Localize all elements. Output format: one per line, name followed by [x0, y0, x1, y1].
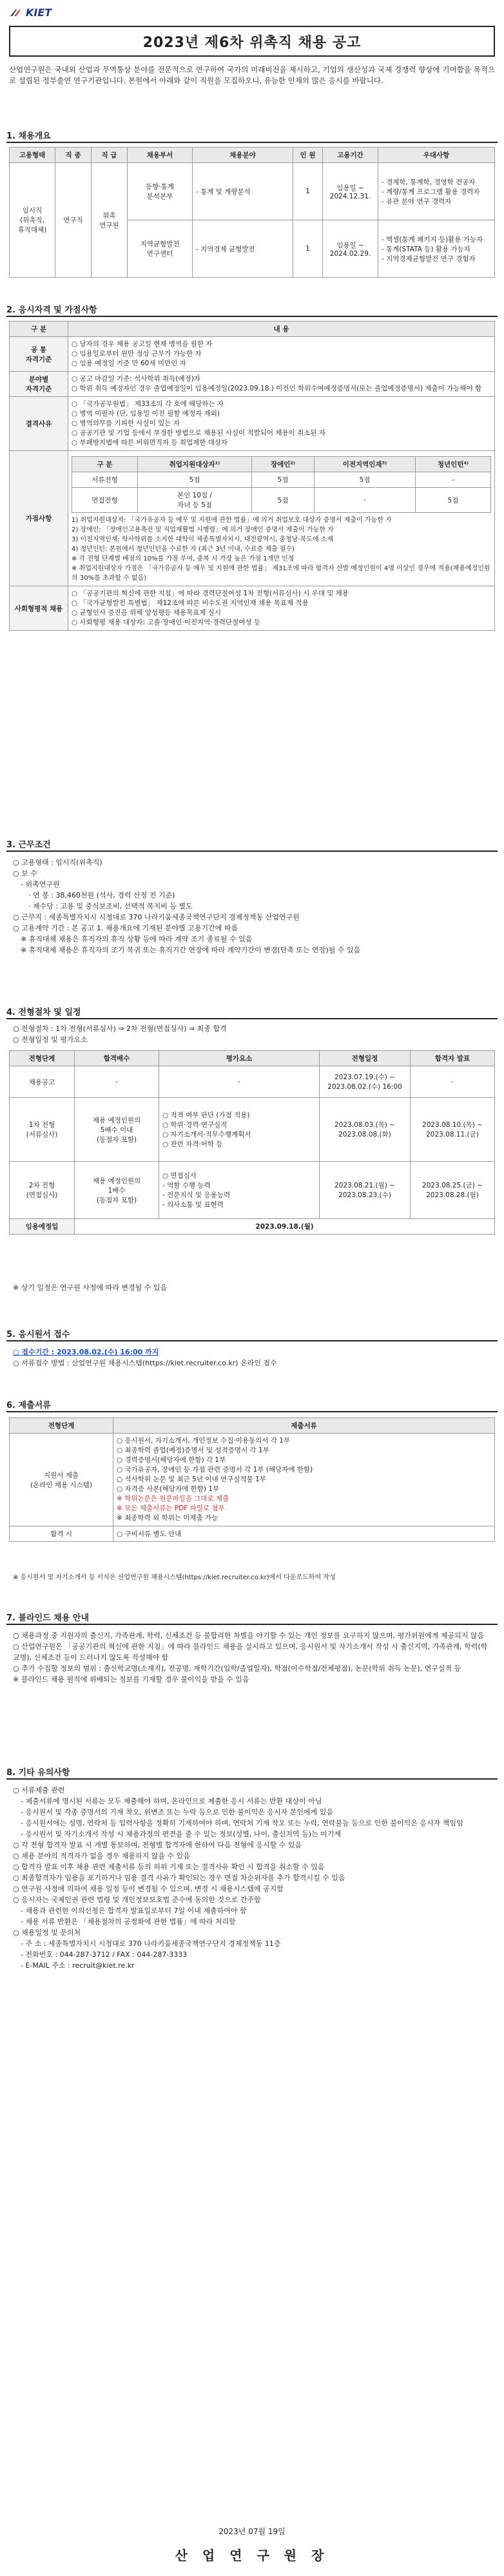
note-line: ○ 응시자는 국제인권 관련 법령 및 개인정보보호법 준수에 동의한 것으로 간주함: [13, 1896, 261, 1904]
table-row: [10, 397, 495, 451]
th-eval: 평가요소: [159, 1051, 320, 1066]
overview-table: [9, 147, 495, 278]
cell-ratio: -: [75, 1066, 159, 1098]
documents-note: ※ 응시원서 및 자기소개서 등 서식은 산업연구원 채용시스템(https://kiet.recruiter.co.kr)에서 다운로드하여 작성: [13, 1574, 336, 1581]
section-divider: [6, 851, 498, 852]
cell-count: 1: [293, 220, 323, 278]
row-content: [68, 586, 495, 631]
cell-period: 임용일 ~ 2024.12.31.: [323, 163, 378, 220]
note-item: 3) 이전지역인재: 학사학위를 소지한 대학이 세종특별자치시, 대전광역시, 충청남·북도에 소재: [72, 536, 334, 543]
row-content: [68, 372, 495, 397]
blind-line: ○ 산업연구원은 「공공기관의 혁신에 관한 지침」에 따라 블라인드 채용을 실시하고 있으며, 응시원서 및 자기소개서 작성 시 출신지역, 가족관계, 학력(학교명), 신체조건 등이 드러나지 않도록 작성해야 함: [13, 1642, 488, 1662]
th-category: 구 분: [10, 322, 68, 337]
cell-doc-list: ○ 구비서류 별도 안내: [113, 1526, 495, 1542]
section-8-heading: 8. 기타 유의사항: [6, 1768, 70, 1778]
note-line: - 채용 서류 반환은 「채용절차의 공정화에 관한 법률」에 따라 처리함: [21, 1918, 236, 1926]
section-5-heading: 5. 응시원서 접수: [6, 1330, 70, 1340]
table-row: [10, 586, 495, 631]
list-item: ○ 병역 미필자 (단, 임용일 이전 필할 예정자 제외): [72, 410, 220, 418]
table-row: [10, 1162, 495, 1219]
note-line: ○ 채용 분야의 적격자가 없을 경우 채용하지 않을 수 있음: [13, 1852, 190, 1860]
list-item: ○ 남자의 경우 채용 공고일 현재 병역을 필한 자: [72, 340, 213, 348]
th-employment-type: 고용형태: [10, 148, 55, 163]
list-item: ○ 균형인사 증진을 위해 양성평등 채용목표제 실시: [72, 609, 222, 617]
condition-line: ※ 휴직대체 채용은 휴직자의 조기 복귀 또는 휴직기간 연장에 따라 계약기간이 변경(단축 또는 연장)될 수 있음: [21, 946, 361, 954]
th-doc-stage: 전형단계: [10, 1418, 113, 1434]
section-divider: [6, 316, 498, 317]
cell-stage: 1차 전형 (서류심사): [10, 1098, 75, 1162]
title-box: [9, 26, 495, 57]
bonus-cell: 5점: [252, 488, 315, 513]
section-3-heading: 3. 근무조건: [6, 840, 51, 850]
cell-field: - 통계 및 계량분석: [193, 163, 293, 220]
table-row: [10, 451, 495, 586]
cell-doc-stage: 지원서 제출 (온라인 채용 시스템): [10, 1434, 113, 1526]
table-header-row: [10, 1418, 495, 1434]
cell-schedule: 2023.08.21.(월) ~ 2023.08.23.(수): [320, 1162, 411, 1219]
table-header-row: [10, 322, 495, 337]
note-line: ○ 채용일정 및 문의처: [13, 1928, 81, 1937]
cell-ratio: 채용 예정인원의 5배수 이내 (동점자 포함): [75, 1098, 159, 1162]
th-ratio: 합격배수: [75, 1051, 159, 1066]
th-bonus: 취업지원대상자¹⁾: [137, 457, 251, 472]
section-6-heading: 6. 제출서류: [6, 1401, 51, 1410]
cell-dept: 동향·통계 분석본부: [128, 163, 193, 220]
th-job-type: 직 종: [55, 148, 92, 163]
table-row: [10, 1066, 495, 1098]
note-line: - 응시원서 및 각종 증명서의 기재 착오, 위변조 또는 누락 등으로 인한 불이익은 응시자 본인에게 있음: [21, 1808, 333, 1816]
row-label: 가점사항: [10, 451, 68, 586]
cell-eval: ○ 적격 여부 판단 (가점 적용) ○ 학위·경력·연구실적 ○ 자기소개서·직무수행계획서 ○ 관련 자격·어학 등: [159, 1098, 320, 1162]
cell-period: 임용일 ~ 2024.02.29.: [323, 220, 378, 278]
row-content: [68, 397, 495, 451]
kiet-logo: [9, 6, 52, 19]
note-line: ○ 연구원 사정에 의하여 채용 일정 등이 변경될 수 있으며, 변경 시 채용시스템에 공지함: [13, 1885, 284, 1893]
bonus-cell: 5점: [314, 472, 415, 488]
list-item: ○ 자격증 사본(해당자에 한함) 1부: [117, 1485, 220, 1493]
list-item: ※ 학위논문은 원문파일을 그대로 제출: [117, 1495, 229, 1503]
section-divider: [6, 1018, 498, 1019]
cell-doc-stage: 합격 시: [10, 1526, 113, 1542]
work-conditions: [13, 857, 493, 956]
th-schedule: 전형일정: [320, 1051, 411, 1066]
th-bonus: 장애인²⁾: [252, 457, 315, 472]
contact-address: - 주 소 : 세종특별자치시 시청대로 370 나라키움세종국책연구단지 경제정책동 11층: [21, 1939, 281, 1948]
bonus-cell: 본인 10점 / 자녀 등 5점: [137, 488, 251, 513]
section-divider: [6, 1778, 498, 1780]
kiet-logo-icon: [9, 8, 23, 17]
row-label: 분야별 자격기준: [10, 372, 68, 397]
cell-pref: - 경제학, 통계학, 경영학 전공자 - 계량/통계 프로그램 활용 경력자 - 유관 분야 연구 경력자: [378, 163, 495, 220]
list-item: ○ 임용일로부터 원만 정상 근무가 가능한 자: [72, 350, 202, 358]
section-7-heading: 7. 블라인드 채용 안내: [6, 1613, 90, 1623]
table-row: [10, 1219, 495, 1235]
procedure-line: ○ 전형절차 : 1차 전형(서류심사) ⇒ 2차 전형(면접심사) ⇒ 최종 합격: [13, 1024, 227, 1033]
section-2-heading: 2. 응시자격 및 가점사항: [6, 305, 97, 315]
documents-table: [9, 1418, 495, 1542]
section-divider: [6, 142, 498, 143]
contact-phone: - 전화번호 : 044-287-3712 / FAX : 044-287-3333: [21, 1950, 188, 1959]
schedule-note: ※ 상기 일정은 연구원 사정에 따라 변경될 수 있음: [13, 1283, 168, 1292]
signature: 산 업 연 구 원 장: [175, 2548, 329, 2563]
note-line: ○ 각 전형 합격자 발표 시 개별 통보하며, 전형별 합격자에 한하여 다음 전형에 응시할 수 있음: [13, 1841, 302, 1849]
list-item: ○ 병역의무를 기피한 사실이 있는 자: [72, 419, 180, 427]
note-line: - 응시원서 및 자기소개서 작성 시 채용과정의 편견을 줄 수 있는 정보(성별, 나이, 출신지역 등)는 미기재: [21, 1830, 342, 1838]
note-line: - 응시원서에는 성명, 연락처 등 입력사항을 정확히 기재하여야 하며, 연락처 기재 착오 또는 누락, 연락불능 등으로 인한 불이익은 응시자 책임임: [21, 1819, 463, 1827]
bonus-cell: 5점: [137, 472, 251, 488]
blind-line: ○ 채용과정 중 지원자의 출신지, 가족관계, 학력, 신체조건 등 불합리한 차별을 야기할 수 있는 개인 정보를 요구하지 않으며, 평가위원에게 제공되지 않음: [13, 1631, 485, 1640]
th-content: 내 용: [68, 322, 495, 337]
list-item: ○ 「공공기관의 혁신에 관한 지침」에 따라 경력단절여성 1차 전형(서류심사) 시 우대 및 채용: [72, 590, 349, 597]
condition-line: · 제수당 : 고용 및 중식보조비, 선택적 복지비 등 별도: [28, 902, 193, 910]
cell-kind: 연구직: [55, 163, 92, 278]
note-line: ○ 서류제출 관련: [13, 1786, 65, 1794]
cell-doc-list: [113, 1434, 495, 1526]
section-1-heading: 1. 채용개요: [6, 131, 51, 141]
list-item: ○ 석사학위 논문 및 최근 5년 이내 연구실적물 1부: [117, 1475, 266, 1483]
list-item: ○ 응시원서, 자기소개서, 개인정보 수집·이용동의서 각 1부: [117, 1437, 291, 1445]
note-item: 1) 취업지원대상자: 「국가유공자 등 예우 및 지원에 관한 법률」에 의거 취업보호 대상자 증명서 제출이 가능한 자: [72, 517, 392, 524]
condition-line: - 위촉연구원: [21, 880, 60, 889]
th-doc-list: 제출서류: [113, 1418, 495, 1434]
condition-line: ○ 근무지 : 세종특별자치시 시청대로 370 나라키움세종국책연구단지 경제정책동 산업연구원: [13, 913, 300, 921]
list-item: ○ 국가유공자, 장애인 등 가점 관련 증명서 각 1부 (해당자에 한함): [117, 1466, 313, 1474]
list-item: ○ 경력증명서(해당자에 한함) 각 1부: [117, 1456, 226, 1464]
list-item: ※ 모든 제출서류는 PDF 파일로 첨부: [117, 1504, 225, 1512]
list-item: ○ 부패방지법에 따른 비위면직자 등 취업제한 대상자: [72, 439, 228, 447]
th-bonus: 청년인턴⁴⁾: [415, 457, 490, 472]
section-divider: [6, 1411, 498, 1412]
cell-pref: - 엑셀(통계 패키지 등)활용 가능자 - 통계(STATA 등) 활용 가능자 - 지역경제균형발전 연구 경험자: [378, 220, 495, 278]
blind-line: ※ 블라인드 채용 원칙에 위배되는 정보를 기재할 경우 불이익을 받을 수 있음: [13, 1675, 249, 1684]
procedure-text: [13, 1023, 493, 1045]
row-content: [68, 337, 495, 372]
logo-text: KIET: [26, 6, 52, 19]
application-info: [13, 1347, 493, 1369]
bonus-table: [72, 456, 491, 513]
table-row: [10, 337, 495, 372]
note-item: 2) 장애인: 「장애인고용촉진 및 직업재활법 시행령」에 의거 장애인 증명서 제출이 가능한 자: [72, 526, 334, 533]
th-announce: 합격자 발표: [411, 1051, 495, 1066]
section-divider: [6, 1624, 498, 1625]
th-count: 인 원: [293, 148, 323, 163]
th-field: 채용분야: [193, 148, 293, 163]
table-header-row: [10, 148, 495, 163]
list-item: ○ 「국가균형발전 특별법」 제12조에 따른 비수도권 지역인재 채용 목표제 적용: [72, 599, 309, 607]
cell-dept: 지역균형발전 연구센터: [128, 220, 193, 278]
table-row: [10, 1526, 495, 1542]
note-item: ※ 취업지원대상자 가점은 「국가유공자 등 예우 및 지원에 관한 법률」 제31조에 따라 합격자 선발 예정인원이 4명 이상인 경우에 적용(채용예정인원의 30%를 초과할 수 없음): [72, 565, 490, 582]
page-title: 2023년 제6차 위촉직 채용 공고: [142, 34, 362, 51]
cell-type: 임시직 (위촉직, 휴직대체): [10, 163, 55, 278]
cell-start-date: 2023.09.18.(월): [75, 1219, 495, 1235]
procedure-line: ○ 전형일정 및 평가요소: [13, 1035, 88, 1044]
cell-schedule: 2023.08.03.(목) ~ 2023.08.08.(화): [320, 1098, 411, 1162]
cell-field: - 지역경제 균형발전: [193, 220, 293, 278]
note-line: ○ 최종합격자가 임용을 포기하거나 임용 결격 사유가 확인되는 경우 면접 차순위자를 추가 합격시킬 수 있음: [13, 1874, 345, 1882]
th-period: 고용기간: [323, 148, 378, 163]
note-item: 4) 청년인턴: 본원에서 청년인턴을 수료한 자 (최근 3년 이내, 수료증 제출 필수): [72, 546, 295, 553]
row-label: 공 통 자격기준: [10, 337, 68, 372]
table-row: [72, 488, 491, 513]
list-item: ○ 학위 취득 예정자인 경우 졸업예정일이 임용예정일(2023.09.18.) 이전인 학위수여예정증명서(또는 졸업예정증명서) 제출이 가능해야 함: [72, 385, 482, 392]
th-grade: 직 급: [92, 148, 128, 163]
cell-schedule: 2023.07.19.(수) ~ 2023.08.02.(수) 16:00: [320, 1066, 411, 1098]
cell-eval: ○ 면접심사 - 역할 수행 능력 - 전문지식 및 응용능력 - 의사소통 및 표현력: [159, 1162, 320, 1219]
list-item: ○ 사회형평 채용 대상자: 고졸·장애인·이전지역·경력단절여성 등: [72, 619, 260, 626]
table-row: [10, 163, 495, 220]
list-item: ※ 최종학력 외 학위는 미제출 가능: [117, 1514, 218, 1522]
table-header-row: [10, 1051, 495, 1066]
cell-stage: 2차 전형 (면접심사): [10, 1162, 75, 1219]
qualification-table: [9, 321, 495, 631]
intro-text: 산업연구원은 국내외 산업과 무역통상 분야를 전문적으로 연구하여 국가의 미래비전을 제시하고, 기업의 생산성과 국제 경쟁력 향상에 기여함을 목적으로 설립된 정부출연 연구기관입니다. 본원에서 아래와 같이 직원을 모집하오니, 유능한 인재의 많은 응시를 바랍니다.: [9, 65, 495, 85]
bonus-cell: -: [415, 472, 490, 488]
cell-announce: 2023.08.25.(금) ~ 2023.08.28.(월): [411, 1162, 495, 1219]
blind-line: ○ 추가 수집할 정보의 범위 : 출신학교명(소재지), 전공명, 재학기간(입학/졸업일자), 학점(이수학점/전체평점), 논문(학위 취득 논문), 연구실적 등: [13, 1664, 461, 1673]
bonus-content: [68, 451, 495, 586]
cell-eval: -: [159, 1066, 320, 1098]
list-item: ○ 공공기관 및 기업 등에서 부정한 방법으로 채용된 사실이 적발되어 채용이 취소된 자: [72, 429, 326, 437]
cell-stage: 채용공고: [10, 1066, 75, 1098]
cell-stage: 임용예정일: [10, 1219, 75, 1235]
th-department: 채용부서: [128, 148, 193, 163]
blind-hiring: [13, 1630, 493, 1685]
cell-grade: 위촉 연구원: [92, 163, 128, 278]
condition-line: ○ 고용계약 기간 : 본 공고 1. 채용개요에 기재된 분야별 고용기간에 따름: [13, 924, 238, 932]
condition-line: ○ 고용형태 : 임시직(위촉직): [13, 858, 102, 867]
application-method: ○ 서류접수 방법 : 산업연구원 채용시스템(https://kiet.recruiter.co.kr) 온라인 접수: [13, 1359, 277, 1367]
application-period: ○ 접수기간 : 2023.08.02.(수) 16:00 까지: [13, 1348, 159, 1356]
section-divider: [6, 1340, 498, 1341]
note-line: ○ 합격자 발표 이후 채용 관련 제출서류 등의 허위 기재 또는 결격사유 확인 시 합격을 취소할 수 있음: [13, 1863, 325, 1871]
note-line: - 제출서류에 명시된 서류는 모두 제출해야 하며, 온라인으로 제출한 응시 서류는 반환 대상이 아님: [21, 1797, 322, 1805]
list-item: ○ 공고 마감일 기준: 석사학위 취득(예정)자: [72, 375, 200, 383]
cell-ratio: 채용 예정인원의 1배수 (동점자 포함): [75, 1162, 159, 1219]
condition-line: · 연 봉 : 38,460천원 (석사, 경력 산정 전 기준): [28, 891, 175, 899]
condition-line: ※ 휴직대체 채용은 휴직자의 휴직 상황 등에 따라 계약 조기 종료될 수 있음: [21, 935, 253, 943]
th-bonus: 구 분: [72, 457, 138, 472]
contact-email: - E-MAIL 주소 : recruit@kiet.re.kr: [21, 1961, 135, 1970]
other-notes: [13, 1785, 493, 1971]
table-row: [10, 1434, 495, 1526]
th-preference: 우대사항: [378, 148, 495, 163]
bonus-cell: 면접전형: [72, 488, 138, 513]
table-header-row: [72, 457, 491, 472]
table-row: [10, 1098, 495, 1162]
list-item: ○ 최종학력 졸업(예정)증명서 및 성적증명서 각 1부: [117, 1447, 269, 1454]
bonus-cell: 5점: [252, 472, 315, 488]
list-item: ○ 「국가공무원법」 제33조의 각 호에 해당하는 자: [72, 400, 224, 408]
table-row: [72, 472, 491, 488]
notice-date: 2023년 07월 19일: [218, 2527, 286, 2536]
cell-announce: 2023.08.10.(목) ~ 2023.08.11.(금): [411, 1098, 495, 1162]
section-4-heading: 4. 전형절차 및 일정: [6, 1008, 81, 1017]
note-item: ※ 각 전형 단계별 배점의 10%를 가점 부여, 중복 시 가장 높은 가점 1개만 인정: [72, 555, 295, 562]
note-line: - 채용과 관련한 이의신청은 합격자 발표일로부터 7일 이내 제출하여야 함: [21, 1907, 247, 1915]
cell-announce: -: [411, 1066, 495, 1098]
row-label: 사회형평적 채용: [10, 586, 68, 631]
condition-line: ○ 보 수: [13, 869, 37, 878]
th-bonus: 이전지역인재³⁾: [314, 457, 415, 472]
table-row: [10, 372, 495, 397]
row-label: 결격사유: [10, 397, 68, 451]
schedule-table: [9, 1050, 495, 1235]
bonus-cell: -: [314, 488, 415, 513]
cell-count: 1: [293, 163, 323, 220]
bonus-cell: 서류전형: [72, 472, 138, 488]
list-item: ○ 임용 예정일 기준 만 60세 미만인 자: [72, 360, 186, 367]
th-stage: 전형단계: [10, 1051, 75, 1066]
bonus-cell: 5점: [415, 488, 490, 513]
